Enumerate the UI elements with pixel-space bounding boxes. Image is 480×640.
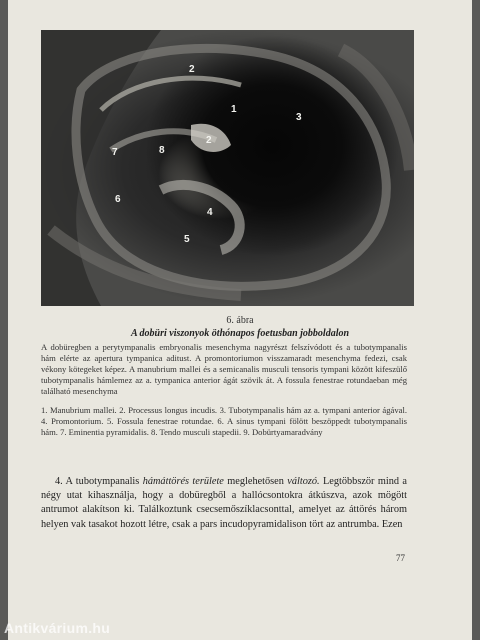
figure-label-8: 8 xyxy=(159,145,165,156)
figure-title: A dobüri viszonyok öthónapos foetusban jobboldalon xyxy=(130,328,350,339)
body-paragraph-start: 4. A tubotympanalis xyxy=(55,476,143,487)
figure-caption: A dobüregben a perytympanalis embryonalis mesenchyma nagyrészt felszívódott és a tubotympanalis hám elérte az apertura tympanica aditust. A promontoriumon visszamaradt mesenchyma fedezi, csak vékony kötegeket képez. A manubrium mallei és a semicanalis musculi tensoris tympani között kifeszülő tubotympanalis hámlemez az a. tympanica anterior ágát szövik át. A fossula fenestrae rotundaeban még található mesenchyma xyxy=(41,342,407,397)
figure-label-6: 6 xyxy=(115,194,121,205)
figure-label-7: 7 xyxy=(112,147,118,158)
figure-label-2-top: 2 xyxy=(189,64,195,75)
figure-number: 6. ábra xyxy=(226,315,254,326)
body-paragraph xyxy=(41,475,407,532)
figure-label-5: 5 xyxy=(184,234,190,245)
figure-label-4: 4 xyxy=(207,207,213,218)
body-emphasis-area: hámáttörés területe xyxy=(142,476,224,487)
book-page xyxy=(8,0,472,640)
figure-label-2: 2 xyxy=(206,135,212,146)
body-emphasis-variable: változó. xyxy=(287,476,320,487)
page-number: 77 xyxy=(396,553,405,563)
body-paragraph-rest: Legtöbbször mind a négy utat kihasználja, hogy a dobüregből a hallócsontokra átkúszva, azok mögött antrumot alakítson ki. Találkoztunk csecsemőszíklacsonttal, amelyet az áttörés három helyen vak tasakot hozott létre, csak a pars incudopyramidalison tört az antrumba. Ezen xyxy=(41,476,408,530)
figure-label-3: 3 xyxy=(296,112,302,123)
anatomical-photograph xyxy=(41,30,414,306)
photograph-texture xyxy=(41,30,414,306)
watermark: Antikvárium.hu xyxy=(4,620,111,636)
body-paragraph-mid: meglehetősen xyxy=(223,476,288,487)
figure-legend: 1. Manubrium mallei. 2. Processus longus incudis. 3. Tubotympanalis hám az a. tympani anterior ágával. 4. Promontorium. 5. Fossula fenestrae rotundae. 6. A sinus tympani fölött beszöppedt tubotympanalis hám. 7. Eminentia pyramidalis. 8. Tendo musculi stapedii. 9. Dobürtyamaradvány xyxy=(41,405,407,438)
figure-label-1: 1 xyxy=(231,104,237,115)
